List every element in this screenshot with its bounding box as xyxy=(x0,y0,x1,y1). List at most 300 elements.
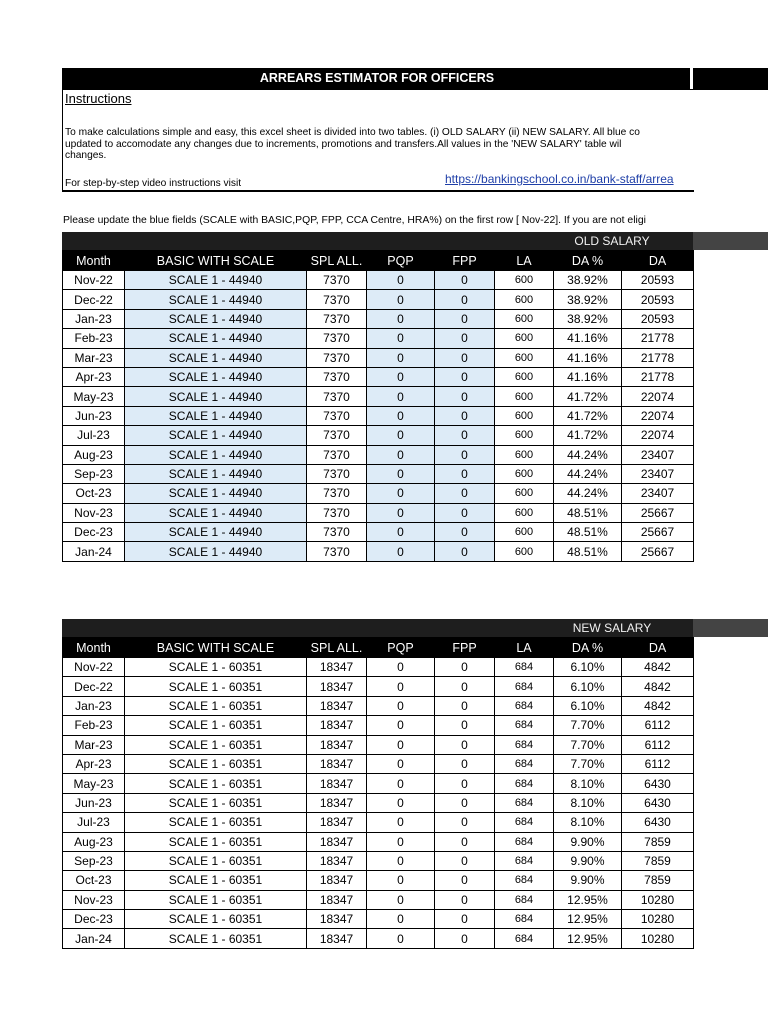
table-cell[interactable]: 0 xyxy=(367,445,435,464)
table-cell: 684 xyxy=(495,716,554,735)
table-cell[interactable]: 0 xyxy=(435,406,495,425)
table-cell[interactable]: 0 xyxy=(367,367,435,386)
table-cell[interactable]: 0 xyxy=(367,464,435,483)
new-salary-label: NEW SALARY xyxy=(572,621,652,635)
table-row xyxy=(63,309,694,328)
table-cell: SCALE 1 - 60351 xyxy=(125,813,307,832)
table-cell[interactable]: SCALE 1 - 44940 xyxy=(125,271,307,290)
instructions-line: To make calculations simple and easy, this excel sheet is divided into two tables. (i) OLD SALARY (ii) NEW SALARY. All blue co xyxy=(65,127,640,138)
table-cell: 21778 xyxy=(622,367,694,386)
table-cell: 18347 xyxy=(307,832,367,851)
video-instructions-label: For step-by-step video instructions visit xyxy=(65,178,242,189)
table-cell: 7370 xyxy=(307,290,367,309)
table-cell: 0 xyxy=(435,658,495,677)
table-cell: 7370 xyxy=(307,309,367,328)
table-cell: 7370 xyxy=(307,503,367,522)
table-cell: Sep-23 xyxy=(63,464,125,483)
table-cell: 18347 xyxy=(307,716,367,735)
table-row xyxy=(63,890,694,909)
table-row xyxy=(63,406,694,425)
table-cell: Sep-23 xyxy=(63,851,125,870)
table-cell: 600 xyxy=(495,309,554,328)
table-cell: 684 xyxy=(495,774,554,793)
table-cell: Jan-23 xyxy=(63,696,125,715)
old-salary-table xyxy=(62,250,694,562)
table-cell[interactable]: 0 xyxy=(435,309,495,328)
table-cell: SCALE 1 - 60351 xyxy=(125,871,307,890)
table-cell[interactable]: SCALE 1 - 44940 xyxy=(125,523,307,542)
table-cell: 684 xyxy=(495,677,554,696)
table-cell: 25667 xyxy=(622,523,694,542)
table-cell: 0 xyxy=(367,677,435,696)
table-cell: 0 xyxy=(435,890,495,909)
table-cell: 0 xyxy=(367,774,435,793)
table-cell: Feb-23 xyxy=(63,716,125,735)
table-cell: 600 xyxy=(495,348,554,367)
table-row xyxy=(63,387,694,406)
table-cell: Jan-23 xyxy=(63,309,125,328)
table-cell: 6112 xyxy=(622,716,694,735)
column-header: DA xyxy=(622,251,694,271)
table-cell: Jan-24 xyxy=(63,542,125,561)
table-cell: 0 xyxy=(367,851,435,870)
table-row xyxy=(63,871,694,890)
table-cell: 48.51% xyxy=(554,503,622,522)
table-cell: SCALE 1 - 60351 xyxy=(125,716,307,735)
table-cell: SCALE 1 - 60351 xyxy=(125,832,307,851)
table-cell: 0 xyxy=(367,793,435,812)
table-row xyxy=(63,813,694,832)
table-cell: 0 xyxy=(367,871,435,890)
table-cell: 7.70% xyxy=(554,754,622,773)
table-cell[interactable]: SCALE 1 - 44940 xyxy=(125,464,307,483)
table-cell: 44.24% xyxy=(554,464,622,483)
table-cell: 18347 xyxy=(307,871,367,890)
table-cell: 23407 xyxy=(622,484,694,503)
table-cell: 8.10% xyxy=(554,774,622,793)
table-row xyxy=(63,910,694,929)
table-cell: Jun-23 xyxy=(63,793,125,812)
table-cell: Apr-23 xyxy=(63,367,125,386)
table-cell[interactable]: SCALE 1 - 44940 xyxy=(125,348,307,367)
table-cell[interactable]: 0 xyxy=(367,329,435,348)
table-cell: 600 xyxy=(495,290,554,309)
table-cell: 22074 xyxy=(622,426,694,445)
table-cell: 0 xyxy=(435,696,495,715)
table-row xyxy=(63,793,694,812)
table-cell: 684 xyxy=(495,851,554,870)
table-cell: 8.10% xyxy=(554,813,622,832)
video-instructions-link[interactable]: https://bankingschool.co.in/bank-staff/arrea xyxy=(445,172,674,186)
table-row xyxy=(63,677,694,696)
table-row xyxy=(63,348,694,367)
table-cell: 9.90% xyxy=(554,832,622,851)
table-cell: 0 xyxy=(367,890,435,909)
table-cell[interactable]: 0 xyxy=(367,542,435,561)
column-header: DA xyxy=(622,638,694,658)
old-salary-body xyxy=(63,271,694,562)
table-cell: 18347 xyxy=(307,929,367,948)
table-cell: 8.10% xyxy=(554,793,622,812)
table-cell: 600 xyxy=(495,503,554,522)
table-cell: 600 xyxy=(495,387,554,406)
table-cell: 684 xyxy=(495,735,554,754)
table-cell: Jul-23 xyxy=(63,426,125,445)
table-cell[interactable]: 0 xyxy=(367,523,435,542)
table-cell: 38.92% xyxy=(554,309,622,328)
table-cell: 0 xyxy=(435,832,495,851)
instructions-line: updated to accomodate any changes due to increments, promotions and transfers.All values in the 'NEW SALARY' table wil xyxy=(65,138,622,150)
table-cell: 0 xyxy=(435,677,495,696)
table-cell: 6.10% xyxy=(554,677,622,696)
table-cell: SCALE 1 - 60351 xyxy=(125,696,307,715)
table-cell: 7370 xyxy=(307,542,367,561)
table-cell[interactable]: 0 xyxy=(367,271,435,290)
table-cell: 0 xyxy=(367,929,435,948)
table-cell: 7370 xyxy=(307,329,367,348)
table-cell: 41.16% xyxy=(554,367,622,386)
table-cell: 600 xyxy=(495,271,554,290)
table-cell: 41.16% xyxy=(554,348,622,367)
old-salary-header-row xyxy=(63,251,694,271)
table-cell: Dec-22 xyxy=(63,677,125,696)
table-cell: 600 xyxy=(495,445,554,464)
table-cell: 9.90% xyxy=(554,851,622,870)
column-header: SPL ALL. xyxy=(307,638,367,658)
table-cell: 23407 xyxy=(622,464,694,483)
table-cell: 23407 xyxy=(622,445,694,464)
table-row xyxy=(63,929,694,948)
table-cell: SCALE 1 - 60351 xyxy=(125,754,307,773)
table-row xyxy=(63,290,694,309)
table-cell: 6112 xyxy=(622,754,694,773)
table-cell: 0 xyxy=(435,774,495,793)
table-cell: 44.24% xyxy=(554,445,622,464)
instructions-box xyxy=(62,90,694,192)
table-cell: 0 xyxy=(435,716,495,735)
table-cell: 9.90% xyxy=(554,871,622,890)
table-cell: 4842 xyxy=(622,658,694,677)
column-header: Month xyxy=(63,251,125,271)
table-cell: 18347 xyxy=(307,793,367,812)
table-row xyxy=(63,658,694,677)
table-row xyxy=(63,735,694,754)
table-cell: 18347 xyxy=(307,696,367,715)
table-cell: Oct-23 xyxy=(63,484,125,503)
table-cell[interactable]: SCALE 1 - 44940 xyxy=(125,426,307,445)
table-cell: 684 xyxy=(495,793,554,812)
table-cell[interactable]: 0 xyxy=(367,348,435,367)
table-cell[interactable]: 0 xyxy=(435,445,495,464)
table-cell: SCALE 1 - 60351 xyxy=(125,890,307,909)
table-cell: 41.72% xyxy=(554,426,622,445)
table-cell: Jan-24 xyxy=(63,929,125,948)
column-header: LA xyxy=(495,638,554,658)
table-row xyxy=(63,503,694,522)
column-header: SPL ALL. xyxy=(307,251,367,271)
table-row xyxy=(63,464,694,483)
table-cell[interactable]: 0 xyxy=(435,503,495,522)
table-cell[interactable]: 0 xyxy=(435,348,495,367)
table-cell: 7370 xyxy=(307,348,367,367)
table-cell: 41.72% xyxy=(554,406,622,425)
table-cell: 7859 xyxy=(622,832,694,851)
table-cell: SCALE 1 - 60351 xyxy=(125,658,307,677)
table-cell: 18347 xyxy=(307,735,367,754)
table-cell: 4842 xyxy=(622,677,694,696)
table-row xyxy=(63,716,694,735)
table-cell: 6.10% xyxy=(554,658,622,677)
table-cell[interactable]: 0 xyxy=(435,542,495,561)
table-cell[interactable]: SCALE 1 - 44940 xyxy=(125,445,307,464)
table-cell: 25667 xyxy=(622,503,694,522)
table-cell[interactable]: 0 xyxy=(367,484,435,503)
table-cell: 48.51% xyxy=(554,542,622,561)
table-cell: Nov-22 xyxy=(63,271,125,290)
table-cell: 600 xyxy=(495,329,554,348)
table-cell: 7370 xyxy=(307,426,367,445)
table-row xyxy=(63,367,694,386)
table-cell[interactable]: 0 xyxy=(367,406,435,425)
new-salary-band xyxy=(62,619,768,637)
table-cell[interactable]: 0 xyxy=(435,464,495,483)
table-row xyxy=(63,696,694,715)
table-row xyxy=(63,774,694,793)
table-cell: 7859 xyxy=(622,871,694,890)
table-cell: Apr-23 xyxy=(63,754,125,773)
instructions-heading: Instructions xyxy=(65,91,132,106)
table-cell: 20593 xyxy=(622,309,694,328)
table-row xyxy=(63,484,694,503)
table-cell: 0 xyxy=(367,754,435,773)
table-row xyxy=(63,271,694,290)
table-cell: 18347 xyxy=(307,754,367,773)
title-divider xyxy=(690,68,693,90)
table-cell: 38.92% xyxy=(554,271,622,290)
table-cell[interactable]: SCALE 1 - 44940 xyxy=(125,387,307,406)
table-cell: Mar-23 xyxy=(63,348,125,367)
table-cell: 48.51% xyxy=(554,523,622,542)
table-cell[interactable]: 0 xyxy=(435,523,495,542)
table-cell[interactable]: 0 xyxy=(435,290,495,309)
table-cell: May-23 xyxy=(63,387,125,406)
table-cell[interactable]: SCALE 1 - 44940 xyxy=(125,542,307,561)
table-cell: 600 xyxy=(495,367,554,386)
table-cell: 7370 xyxy=(307,464,367,483)
new-salary-header-row xyxy=(63,638,694,658)
table-row xyxy=(63,445,694,464)
table-cell: 6430 xyxy=(622,793,694,812)
table-cell: 18347 xyxy=(307,677,367,696)
table-cell: 7370 xyxy=(307,406,367,425)
table-cell: 684 xyxy=(495,910,554,929)
table-cell: 684 xyxy=(495,696,554,715)
table-cell: 4842 xyxy=(622,696,694,715)
table-cell: 6430 xyxy=(622,813,694,832)
column-header: FPP xyxy=(435,638,495,658)
column-header: PQP xyxy=(367,251,435,271)
table-cell: Aug-23 xyxy=(63,832,125,851)
table-cell[interactable]: SCALE 1 - 44940 xyxy=(125,503,307,522)
table-cell[interactable]: SCALE 1 - 44940 xyxy=(125,406,307,425)
table-cell: 38.92% xyxy=(554,290,622,309)
table-cell[interactable]: 0 xyxy=(435,367,495,386)
column-header: Month xyxy=(63,638,125,658)
table-cell: 7370 xyxy=(307,367,367,386)
table-cell: 0 xyxy=(367,735,435,754)
table-cell: 0 xyxy=(367,658,435,677)
table-cell[interactable]: 0 xyxy=(367,503,435,522)
sheet-title: ARREARS ESTIMATOR FOR OFFICERS xyxy=(259,71,495,85)
table-cell: 7.70% xyxy=(554,716,622,735)
table-row xyxy=(63,329,694,348)
table-cell: 7859 xyxy=(622,851,694,870)
table-cell: 6112 xyxy=(622,735,694,754)
table-cell: 18347 xyxy=(307,813,367,832)
table-cell[interactable]: 0 xyxy=(435,271,495,290)
table-cell[interactable]: 0 xyxy=(435,329,495,348)
table-row xyxy=(63,851,694,870)
table-cell: 0 xyxy=(435,851,495,870)
table-cell: Dec-23 xyxy=(63,523,125,542)
table-cell: 600 xyxy=(495,426,554,445)
table-cell[interactable]: SCALE 1 - 44940 xyxy=(125,484,307,503)
column-header: DA % xyxy=(554,251,622,271)
table-cell[interactable]: 0 xyxy=(367,290,435,309)
table-cell: 7370 xyxy=(307,271,367,290)
table-cell: 20593 xyxy=(622,290,694,309)
instructions-line: changes. xyxy=(65,150,107,161)
table-cell: 6430 xyxy=(622,774,694,793)
table-cell: 0 xyxy=(435,813,495,832)
table-cell: 7.70% xyxy=(554,735,622,754)
table-cell: May-23 xyxy=(63,774,125,793)
table-cell: 0 xyxy=(367,813,435,832)
table-cell: 25667 xyxy=(622,542,694,561)
table-cell: 18347 xyxy=(307,910,367,929)
table-cell: 10280 xyxy=(622,890,694,909)
table-cell[interactable]: 0 xyxy=(367,387,435,406)
table-cell: 600 xyxy=(495,484,554,503)
table-cell: 0 xyxy=(367,832,435,851)
column-header: BASIC WITH SCALE xyxy=(125,638,307,658)
column-header: BASIC WITH SCALE xyxy=(125,251,307,271)
table-row xyxy=(63,754,694,773)
table-cell: 10280 xyxy=(622,929,694,948)
table-cell: 18347 xyxy=(307,890,367,909)
table-cell: 12.95% xyxy=(554,929,622,948)
table-cell: 22074 xyxy=(622,406,694,425)
table-cell: 7370 xyxy=(307,445,367,464)
table-cell: 44.24% xyxy=(554,484,622,503)
table-cell: 0 xyxy=(367,716,435,735)
table-cell: 18347 xyxy=(307,851,367,870)
table-cell: SCALE 1 - 60351 xyxy=(125,677,307,696)
table-cell: 41.72% xyxy=(554,387,622,406)
table-row xyxy=(63,832,694,851)
instructions-text xyxy=(65,127,693,162)
table-cell: SCALE 1 - 60351 xyxy=(125,851,307,870)
title-bar xyxy=(62,68,768,90)
table-cell: 0 xyxy=(367,696,435,715)
table-cell[interactable]: SCALE 1 - 44940 xyxy=(125,329,307,348)
table-cell[interactable]: SCALE 1 - 44940 xyxy=(125,367,307,386)
table-row xyxy=(63,426,694,445)
table-cell: 0 xyxy=(435,910,495,929)
table-cell: 684 xyxy=(495,754,554,773)
table-cell: 7370 xyxy=(307,523,367,542)
table-cell: 12.95% xyxy=(554,910,622,929)
table-cell[interactable]: 0 xyxy=(367,309,435,328)
table-cell: 0 xyxy=(435,754,495,773)
update-note: Please update the blue fields (SCALE with BASIC,PQP, FPP, CCA Centre, HRA%) on the first row [ Nov-22]. If you are not eligi xyxy=(63,215,646,226)
table-cell: 684 xyxy=(495,890,554,909)
table-cell: 684 xyxy=(495,813,554,832)
table-cell: 600 xyxy=(495,542,554,561)
table-cell: 22074 xyxy=(622,387,694,406)
table-cell: Dec-23 xyxy=(63,910,125,929)
table-cell: 684 xyxy=(495,658,554,677)
old-salary-band xyxy=(62,232,768,250)
column-header: FPP xyxy=(435,251,495,271)
table-cell: Nov-22 xyxy=(63,658,125,677)
table-cell: Nov-23 xyxy=(63,503,125,522)
table-cell: 18347 xyxy=(307,774,367,793)
table-cell: 21778 xyxy=(622,348,694,367)
table-cell: Oct-23 xyxy=(63,871,125,890)
table-cell: 21778 xyxy=(622,329,694,348)
table-cell: SCALE 1 - 60351 xyxy=(125,910,307,929)
table-cell[interactable]: SCALE 1 - 44940 xyxy=(125,309,307,328)
table-cell: 0 xyxy=(435,871,495,890)
table-cell: 0 xyxy=(435,793,495,812)
table-cell: SCALE 1 - 60351 xyxy=(125,793,307,812)
table-cell: 7370 xyxy=(307,387,367,406)
old-salary-label: OLD SALARY xyxy=(574,234,650,248)
table-cell: 41.16% xyxy=(554,329,622,348)
table-cell: 684 xyxy=(495,871,554,890)
new-salary-table xyxy=(62,637,694,949)
table-cell: 20593 xyxy=(622,271,694,290)
table-cell[interactable]: 0 xyxy=(367,426,435,445)
table-cell[interactable]: 0 xyxy=(435,426,495,445)
table-cell: 10280 xyxy=(622,910,694,929)
table-cell: Mar-23 xyxy=(63,735,125,754)
table-cell: 600 xyxy=(495,406,554,425)
table-cell: Feb-23 xyxy=(63,329,125,348)
table-cell: Jun-23 xyxy=(63,406,125,425)
table-row xyxy=(63,542,694,561)
table-cell: Aug-23 xyxy=(63,445,125,464)
table-cell: Nov-23 xyxy=(63,890,125,909)
table-cell: 684 xyxy=(495,832,554,851)
new-salary-body xyxy=(63,658,694,949)
table-cell: SCALE 1 - 60351 xyxy=(125,735,307,754)
table-cell: 18347 xyxy=(307,658,367,677)
table-cell: Dec-22 xyxy=(63,290,125,309)
table-cell[interactable]: 0 xyxy=(435,387,495,406)
table-cell: 0 xyxy=(367,910,435,929)
column-header: DA % xyxy=(554,638,622,658)
table-cell[interactable]: 0 xyxy=(435,484,495,503)
table-cell: 684 xyxy=(495,929,554,948)
table-cell: 600 xyxy=(495,464,554,483)
column-header: PQP xyxy=(367,638,435,658)
table-cell: Jul-23 xyxy=(63,813,125,832)
table-cell[interactable]: SCALE 1 - 44940 xyxy=(125,290,307,309)
table-cell: 600 xyxy=(495,523,554,542)
table-cell: 12.95% xyxy=(554,890,622,909)
